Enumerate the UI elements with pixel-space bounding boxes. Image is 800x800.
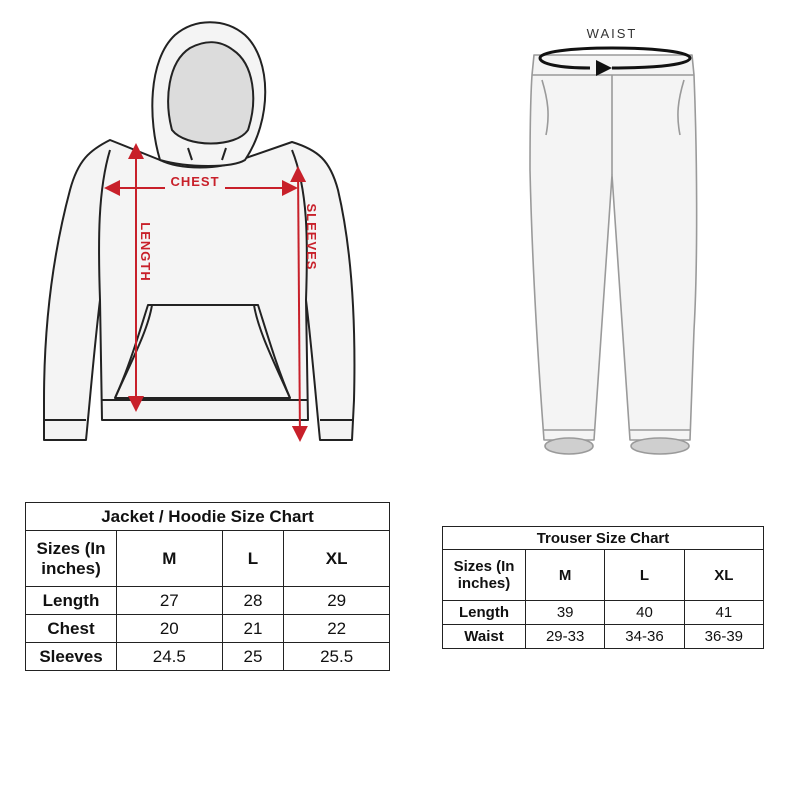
table-cell: 24.5	[117, 643, 223, 671]
trouser-drawing	[530, 55, 697, 454]
table-cell: 25.5	[284, 643, 390, 671]
trouser-table-title: Trouser Size Chart	[443, 527, 764, 550]
trouser-size-table	[442, 526, 764, 649]
jacket-row-chest	[26, 615, 390, 643]
trouser-row-waist	[443, 625, 764, 649]
trouser-header-l: L	[605, 550, 684, 601]
table-cell: 36-39	[684, 625, 763, 649]
table-cell: 22	[284, 615, 390, 643]
table-cell: 21	[222, 615, 284, 643]
trouser-row-length	[443, 601, 764, 625]
jacket-row-length	[26, 587, 390, 615]
chest-label: CHEST	[170, 174, 220, 189]
jacket-table-title: Jacket / Hoodie Size Chart	[26, 503, 390, 531]
length-label: LENGTH	[138, 222, 153, 282]
jacket-header-l: L	[222, 531, 284, 587]
table-cell: 34-36	[605, 625, 684, 649]
trouser-header-xl: XL	[684, 550, 763, 601]
table-cell: 29	[284, 587, 390, 615]
jacket-header-sizes: Sizes (In inches)	[26, 531, 117, 587]
table-cell: Length	[26, 587, 117, 615]
table-cell: 29-33	[526, 625, 605, 649]
table-cell: 40	[605, 601, 684, 625]
table-cell: Length	[443, 601, 526, 625]
table-cell: 25	[222, 643, 284, 671]
table-cell: 39	[526, 601, 605, 625]
jacket-size-table	[25, 502, 390, 671]
table-cell: 41	[684, 601, 763, 625]
trouser-header-m: M	[526, 550, 605, 601]
table-cell: 28	[222, 587, 284, 615]
jacket-header-xl: XL	[284, 531, 390, 587]
sleeves-label: SLEEVES	[304, 203, 319, 271]
waist-label: WAIST	[586, 26, 638, 41]
table-cell: Sleeves	[26, 643, 117, 671]
jacket-row-sleeves	[26, 643, 390, 671]
table-cell: 20	[117, 615, 223, 643]
table-cell: Chest	[26, 615, 117, 643]
table-cell: 27	[117, 587, 223, 615]
table-cell: Waist	[443, 625, 526, 649]
jacket-header-m: M	[117, 531, 223, 587]
trouser-header-sizes: Sizes (In inches)	[443, 550, 526, 601]
